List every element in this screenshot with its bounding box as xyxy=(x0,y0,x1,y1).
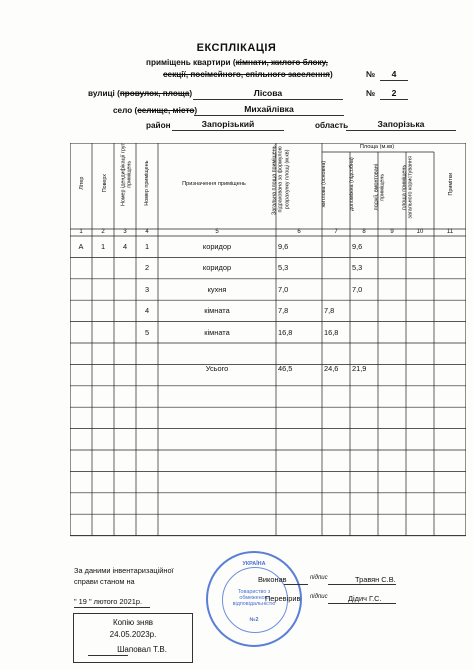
village-label: село (селище, місто) xyxy=(113,106,198,115)
explication-table xyxy=(70,143,466,543)
table-cell-liter: А xyxy=(78,242,84,251)
column-number: 1 xyxy=(79,228,83,235)
header-living: житлова (основна) xyxy=(320,160,327,208)
table-cell-room: 4 xyxy=(144,306,150,316)
header-total-area: Загальна площа приміщень, підрахована за формулою розрахунку площі (м.кв) xyxy=(271,143,291,215)
apartment-number: 4 xyxy=(391,69,397,79)
column-number: 7 xyxy=(334,228,338,235)
copy-certification-box xyxy=(73,613,193,663)
subtitle-struck-2: секції, посімейного, спільного заселення xyxy=(163,70,330,79)
table-cell-total: 16,8 xyxy=(278,327,293,337)
official-stamp: УКРАЇНА Товариство з обмеженою відповідальністю №2 xyxy=(206,551,302,647)
header-aux: допоміжна (підсобна) xyxy=(348,157,355,212)
village-value: Михайлівка xyxy=(244,104,294,114)
inventory-date: " 19 " лютого 2021р. xyxy=(74,597,143,606)
checked-label: Перевірив xyxy=(265,594,301,603)
total-living: 24,6 xyxy=(324,363,339,373)
copy-line-1: Копію зняв xyxy=(112,618,154,627)
header-common: площа приміщень загального користування xyxy=(401,156,414,219)
apartment-number-label: № xyxy=(366,70,376,79)
street-label: вулиці (провулок, площа) xyxy=(88,89,193,98)
district-label: район xyxy=(146,121,171,130)
column-number: 8 xyxy=(362,228,366,235)
column-number: 10 xyxy=(416,228,424,235)
table-cell-total: 9,6 xyxy=(278,242,289,251)
subtitle-struck-1: кімнати, жилого блоку, xyxy=(235,58,328,67)
document-title: ЕКСПЛІКАЦІЯ xyxy=(196,42,277,54)
subtitle-line-2 xyxy=(163,70,333,79)
table-cell-purpose: коридор xyxy=(202,242,232,251)
street-value: Лісова xyxy=(253,88,283,98)
table-cell-group: 4 xyxy=(122,242,128,251)
basis-line-1: За даними інвентаризаційної xyxy=(74,566,174,575)
table-cell-purpose: кімната xyxy=(204,306,230,316)
table-cell-floor: 1 xyxy=(100,242,106,251)
copy-line-3: Шаповал Т.В. xyxy=(117,645,167,654)
total-area: 46,5 xyxy=(278,363,293,373)
column-number: 4 xyxy=(145,228,149,235)
table-cell-aux: 7,0 xyxy=(352,284,363,294)
table-cell-room: 5 xyxy=(144,327,150,337)
subtitle-suffix: ) xyxy=(329,70,333,79)
table-cell-total: 7,0 xyxy=(278,284,289,294)
column-number: 9 xyxy=(390,228,394,235)
checked-signature-label: підпис xyxy=(310,594,328,600)
executed-name: Травян С.В. xyxy=(355,575,396,584)
table-cell-aux: 5,3 xyxy=(352,263,363,273)
column-number: 6 xyxy=(297,228,301,235)
column-number: 11 xyxy=(446,228,454,235)
column-number: 3 xyxy=(123,228,127,235)
header-notes: Примітки xyxy=(447,172,454,196)
column-number: 2 xyxy=(101,228,105,235)
table-cell-room: 1 xyxy=(144,242,150,251)
total-aux: 21,9 xyxy=(352,363,367,373)
subtitle-line-1 xyxy=(146,58,328,67)
region-value: Запорізька xyxy=(377,119,425,129)
table-cell-room: 3 xyxy=(144,284,150,294)
table-cell-purpose: коридор xyxy=(202,263,232,273)
subtitle-prefix: приміщень квартири ( xyxy=(146,58,236,67)
table-cell-purpose: кімната xyxy=(204,327,230,337)
executed-signature-label: підпис xyxy=(310,575,328,581)
table-cell-living: 7,8 xyxy=(324,306,335,316)
header-area-group: Площа (м.кв) xyxy=(359,144,395,150)
column-number: 5 xyxy=(215,228,219,235)
copy-line-2: 24.05.2023р. xyxy=(109,630,157,639)
header-floor: Поверх xyxy=(101,173,108,193)
header-loggia: лоджії, вмонтовані приміщень xyxy=(373,164,386,211)
checked-name: Дідич Г.С. xyxy=(348,594,382,603)
header-group-number: Номер ідендифікації груп приміщень xyxy=(120,142,133,207)
table-cell-purpose: кухня xyxy=(207,284,227,294)
table-cell-aux: 9,6 xyxy=(352,242,363,251)
total-label: Усього xyxy=(205,363,229,373)
table-cell-living: 16,8 xyxy=(324,327,339,337)
executed-label: Виконав xyxy=(258,575,287,584)
basis-line-2: справи станом на xyxy=(74,577,135,586)
table-cell-total: 7,8 xyxy=(278,306,289,316)
house-number-label: № xyxy=(366,89,376,98)
district-value: Запорізький xyxy=(201,119,255,129)
header-purpose: Призначення приміщень xyxy=(182,181,246,187)
table-cell-total: 5,3 xyxy=(278,263,289,273)
table-cell-room: 2 xyxy=(144,263,150,273)
header-liter: Літер xyxy=(78,176,85,190)
house-number: 2 xyxy=(391,88,397,98)
region-label: область xyxy=(315,121,349,130)
header-room-number: Номер приміщень xyxy=(143,160,150,206)
